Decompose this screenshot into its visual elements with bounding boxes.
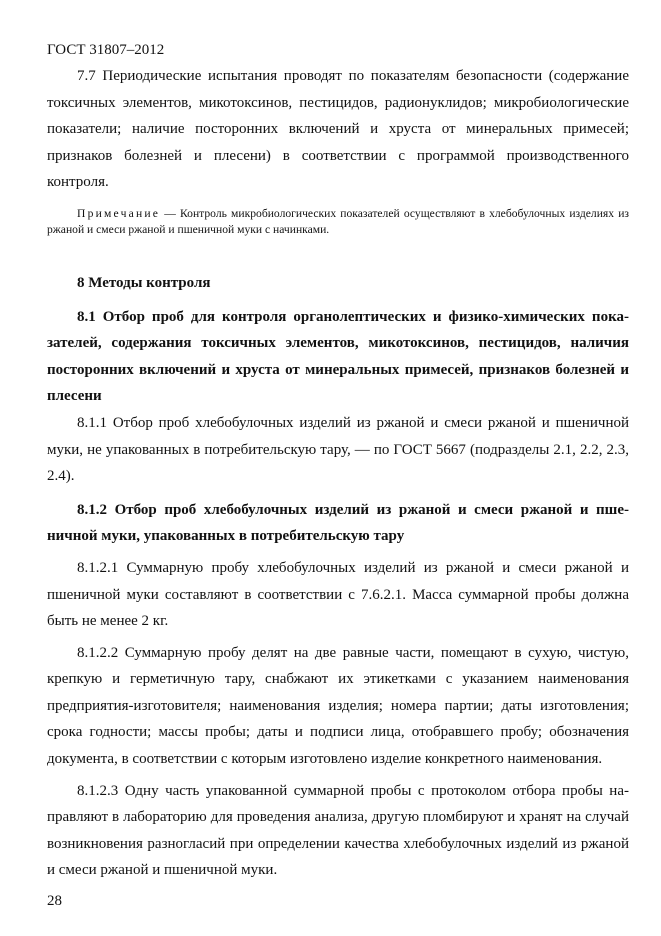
subsection-heading-8-1-2: 8.1.2 Отбор проб хлебобулочных изделий из ржаной и смеси ржаной и пшеничной муки, упакованных в потребительскую тару — [47, 501, 629, 545]
section-heading-8: 8 Методы контроля — [77, 274, 211, 291]
page-content — [47, 63, 629, 884]
document-header: ГОСТ 31807–2012 — [47, 42, 165, 58]
paragraph-7-7: 7.7 Периодические испытания проводят по показателям безопасности (содержание токсичных элементов, микотоксинов, пестицидов, радионуклидов; микробиологические показатели; наличие посторонних включений и хруста от минеральных примесей; признаков болезней и плесени) в соответствии с программой производственного контроля. — [47, 68, 629, 191]
paragraph-8-1-2-1: 8.1.2.1 Суммарную пробу хлебобулочных изделий из ржаной и смеси ржаной и пшеничной муки составляют в соответствии с 7.6.2.1. Масса суммарной пробы должна быть не менее 2 кг. — [47, 559, 629, 630]
subsection-heading-8-1: 8.1 Отбор проб для контроля органолептических и физико-химических показателей, содержания токсичных элементов, микотоксинов, пестицидов, наличия посторонних включений и хруста от минеральных примесей, признаков болезней и плесени — [47, 308, 629, 405]
note — [47, 206, 629, 238]
note-label: Примечание — [77, 206, 161, 220]
page-number: 28 — [47, 893, 62, 909]
paragraph-8-1-2-3: 8.1.2.3 Одну часть упакованной суммарной пробы с протоколом отбора пробы направляют в лабораторию для проведения анализа, другую пломбируют и хранят на случай возникновения разногласий при определении качества хлебобулочных изделий из ржаной и смеси ржаной и пшеничной муки. — [47, 782, 629, 879]
paragraph-8-1-2-2: 8.1.2.2 Суммарную пробу делят на две равные части, помещают в сухую, чистую, крепкую и герметичную тару, снабжают их этикетками с указанием наименования предприятия-изготовителя; наименования изделия; номера партии; даты изготовления; срока годности; массы пробы; даты и подписи лица, отобравшего пробу; обозначения документа, в соответствии с которым изготовлено изделие конкретного наименования. — [47, 644, 629, 768]
note-text: — Контроль микробиологических показателей осуществляют в хлебобулочных изделиях из ржаной и смеси ржаной и пшеничной муки с начинками. — [47, 206, 629, 236]
paragraph-8-1-1: 8.1.1 Отбор проб хлебобулочных изделий из ржаной и смеси ржаной и пшеничной муки, не упакованных в потребительскую тару, — по ГОСТ 5667 (подразделы 2.1, 2.2, 2.3, 2.4). — [47, 414, 629, 485]
